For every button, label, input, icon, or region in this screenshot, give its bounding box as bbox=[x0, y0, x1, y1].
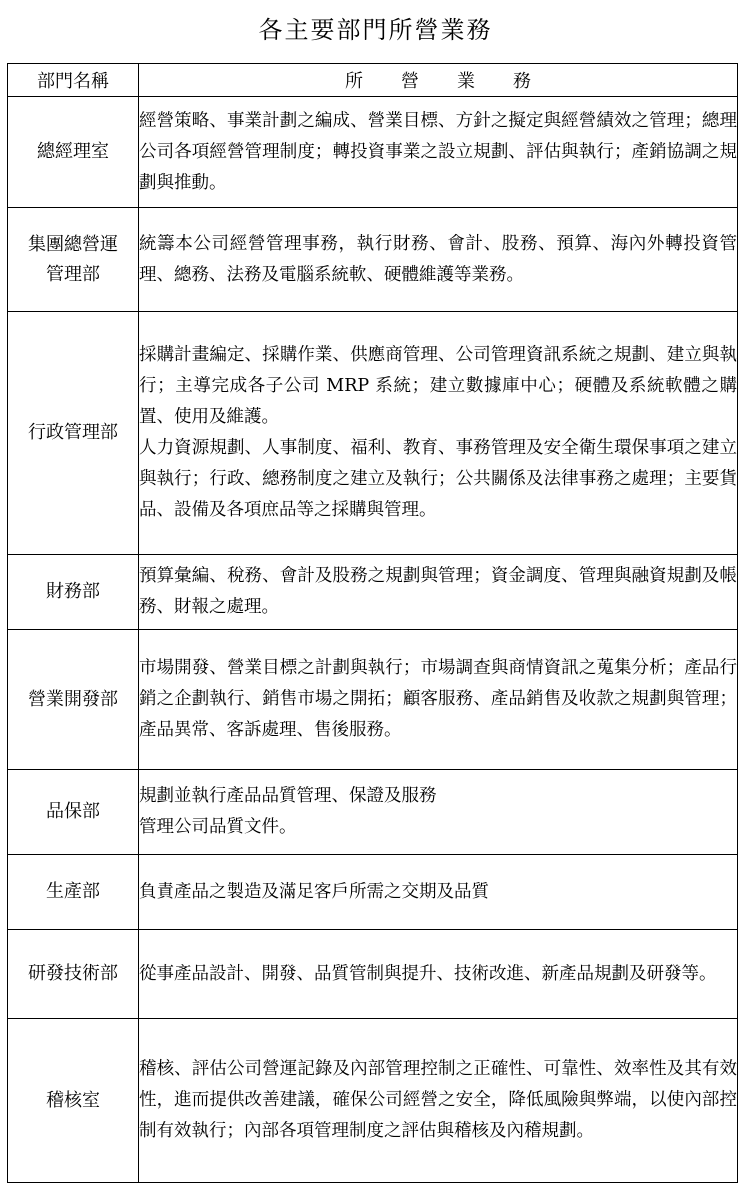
duty-text: 稽核、評估公司營運記錄及內部管理控制之正確性、可靠性、效率性及其有效性，進而提供改善建議，確保公司經營之安全，降低風險與弊端，以使內部控制有效執行；內部各項管理制度之評估與稽核及內稽規劃。 bbox=[139, 1059, 737, 1141]
duty-text: 預算彙編、稅務、會計及股務之規劃與管理；資金調度、管理與融資規劃及帳務、財報之處理。 bbox=[139, 566, 737, 617]
table-row bbox=[8, 312, 738, 555]
header-department: 部門名稱 bbox=[8, 64, 139, 97]
duty-text: 經營策略、事業計劃之編成、營業目標、方針之擬定與經營績效之管理；總理公司各項經營管理制度；轉投資事業之設立規劃、評估與執行；產銷協調之規劃與推動。 bbox=[139, 110, 737, 193]
department-duties bbox=[139, 555, 738, 630]
department-duties bbox=[139, 630, 738, 770]
table-row bbox=[8, 1019, 738, 1183]
department-name: 品保部 bbox=[8, 770, 139, 855]
duty-text: 管理公司品質文件。 bbox=[139, 817, 297, 837]
duty-text: 規劃並執行產品品質管理、保證及服務 bbox=[139, 786, 437, 806]
department-duties bbox=[139, 208, 738, 312]
table-row bbox=[8, 930, 738, 1019]
department-name: 財務部 bbox=[8, 555, 139, 630]
duty-text: 負責產品之製造及滿足客戶所需之交期及品質 bbox=[139, 881, 489, 902]
department-name: 總經理室 bbox=[8, 97, 139, 208]
duty-text: 人力資源規劃、人事制度、福利、教育、事務管理及安全衛生環保事項之建立與執行；行政、總務制度之建立及執行；公共關係及法律事務之處理；主要貨品、設備及各項庶品等之採購與管理。 bbox=[139, 438, 737, 520]
department-name bbox=[8, 208, 139, 312]
department-name-line: 集團總營運 bbox=[28, 233, 118, 255]
page-title: 各主要部門所營業務 bbox=[258, 16, 493, 44]
table-row bbox=[8, 770, 738, 855]
department-duties-table bbox=[7, 63, 738, 1183]
department-name-line: 管理部 bbox=[46, 263, 100, 285]
department-duties bbox=[139, 770, 738, 855]
department-duties bbox=[139, 312, 738, 555]
table-row bbox=[8, 855, 738, 930]
table-row bbox=[8, 630, 738, 770]
department-name: 稽核室 bbox=[8, 1019, 139, 1183]
duty-text: 統籌本公司經營管理事務，執行財務、會計、股務、預算、海內外轉投資管理、總務、法務及電腦系統軟、硬體維護等業務。 bbox=[139, 233, 737, 285]
department-name: 研發技術部 bbox=[8, 930, 139, 1019]
department-duties bbox=[139, 97, 738, 208]
table-row bbox=[8, 208, 738, 312]
duty-text: 採購計畫編定、採購作業、供應商管理、公司管理資訊系統之規劃、建立與執行；主導完成各子公司 MRP 系統；建立數據庫中心；硬體及系統軟體之購置、使用及維護。 bbox=[139, 345, 737, 427]
duty-text: 市場開發、營業目標之計劃與執行；市場調查與商情資訊之蒐集分析；產品行銷之企劃執行、銷售市場之開拓；顧客服務、產品銷售及收款之規劃與管理；產品異常、客訴處理、售後服務。 bbox=[139, 658, 737, 740]
department-name: 行政管理部 bbox=[8, 312, 139, 555]
department-name: 生產部 bbox=[8, 855, 139, 930]
table-row bbox=[8, 97, 738, 208]
table-row bbox=[8, 555, 738, 630]
header-duties: 所營業務 bbox=[139, 64, 738, 97]
duty-text: 從事產品設計、開發、品質管制與提升、技術改進、新產品規劃及研發等。 bbox=[139, 963, 717, 984]
department-name: 營業開發部 bbox=[8, 630, 139, 770]
table-header-row bbox=[8, 64, 738, 97]
department-duties bbox=[139, 1019, 738, 1183]
department-duties bbox=[139, 855, 738, 930]
department-duties bbox=[139, 930, 738, 1019]
